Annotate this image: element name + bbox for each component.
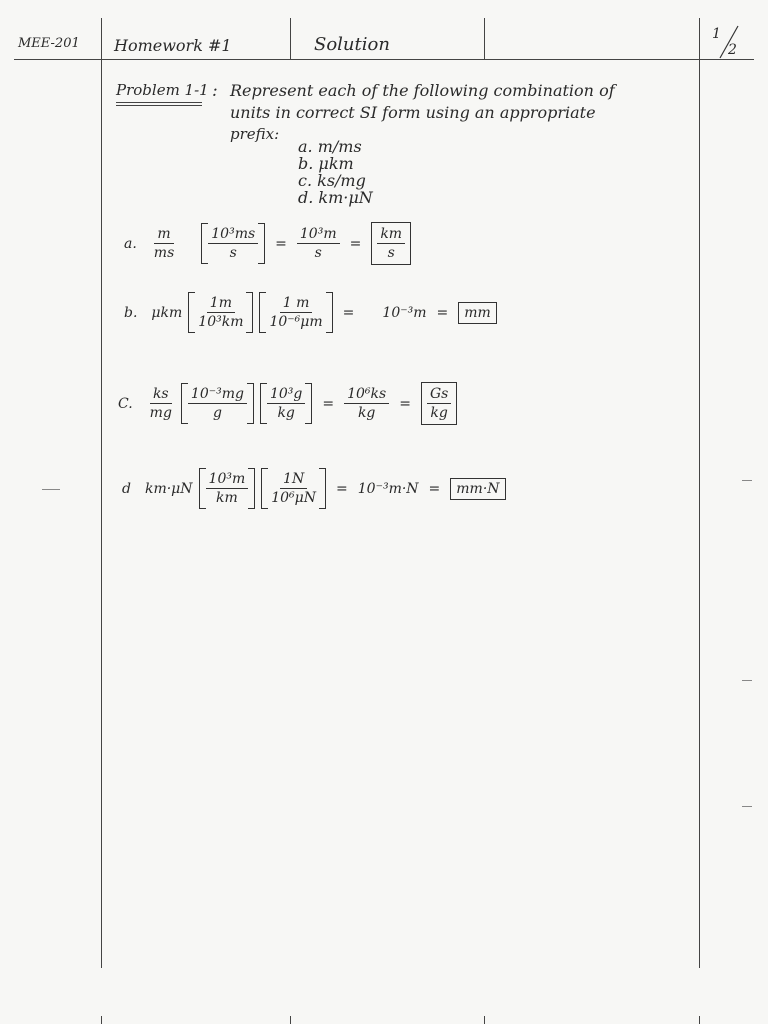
solution-label: Solution bbox=[314, 34, 390, 55]
margin-tick bbox=[742, 680, 752, 681]
solution-a-intermediate: $\frac{\text{10³m}}{s}$ bbox=[297, 225, 340, 262]
solution-c-bracket-2: $\frac{\text{10³g}}{kg}$ bbox=[260, 383, 312, 424]
solution-d-lhs: km·μN bbox=[144, 480, 193, 497]
page-total: 2 bbox=[728, 42, 737, 58]
solution-d-bracket-2: $\frac{1N}{\text{10⁶μN}}$ bbox=[261, 468, 326, 509]
solution-a-answer: $\frac{km}{s}$ bbox=[371, 222, 411, 265]
solution-b: b. μkm $\frac{1m}{\text{10³km}}$ $\frac{1 m}{\text{10⁻⁶μm}}$ = 10⁻³m = mm bbox=[124, 292, 497, 333]
solution-a-fraction: $\frac{m}{ms}$ bbox=[153, 226, 175, 261]
left-margin-line bbox=[101, 18, 102, 968]
solution-c-label: C. bbox=[118, 395, 133, 412]
solution-c-intermediate: $\frac{\text{10⁶ks}}{kg}$ bbox=[344, 385, 389, 422]
margin-tick bbox=[42, 489, 60, 490]
solution-c: C. $\frac{ks}{mg}$ $\frac{\text{10⁻³mg}}{g}$ $\frac{\text{10³g}}{kg}$ = $\frac{\text{10⁶ks}}{kg}$ = $\frac{Gs}{kg}$ bbox=[118, 382, 457, 425]
page-number: 1 bbox=[712, 26, 721, 42]
solution-c-lhs: $\frac{ks}{mg}$ bbox=[149, 386, 172, 421]
bottom-tick bbox=[101, 1016, 102, 1024]
problem-title-underline bbox=[116, 102, 202, 103]
solution-b-lhs: μkm bbox=[151, 304, 183, 321]
solution-d-answer: mm·N bbox=[450, 478, 505, 500]
bottom-tick bbox=[290, 1016, 291, 1024]
solution-d-intermediate: 10⁻³m·N bbox=[357, 480, 419, 497]
problem-item-d: d. km·μN bbox=[298, 188, 373, 207]
problem-colon: : bbox=[212, 81, 218, 101]
solution-d: d km·μN $\frac{\text{10³m}}{km}$ $\frac{1N}{\text{10⁶μN}}$ = 10⁻³m·N = mm·N bbox=[122, 468, 506, 509]
solution-d-bracket-1: $\frac{\text{10³m}}{km}$ bbox=[199, 468, 256, 509]
problem-item-c: c. ks/mg bbox=[298, 171, 366, 190]
solution-b-bracket-2: $\frac{1 m}{\text{10⁻⁶μm}}$ bbox=[259, 292, 332, 333]
course-code: MEE-201 bbox=[18, 36, 80, 51]
solution-c-bracket-1: $\frac{\text{10⁻³mg}}{g}$ bbox=[181, 383, 254, 424]
bottom-tick bbox=[699, 1016, 700, 1024]
header-rule bbox=[14, 59, 754, 60]
solution-b-intermediate: 10⁻³m bbox=[382, 304, 427, 321]
problem-statement-line3: prefix: bbox=[230, 125, 280, 143]
solution-b-bracket-1: $\frac{1m}{\text{10³km}}$ bbox=[188, 292, 253, 333]
homework-label: Homework #1 bbox=[114, 36, 232, 55]
problem-title-underline bbox=[116, 105, 202, 106]
solution-a-label: a. bbox=[124, 235, 137, 252]
margin-tick bbox=[742, 806, 752, 807]
header-divider-2 bbox=[484, 18, 485, 59]
right-margin-line bbox=[699, 18, 700, 968]
solution-a: a. $\frac{m}{ms}$ $\frac{\text{10³ms}}{s}$ = $\frac{\text{10³m}}{s}$ = $\frac{km}{s}$ bbox=[124, 222, 411, 265]
problem-title: Problem 1-1 bbox=[116, 81, 209, 99]
margin-tick bbox=[742, 480, 752, 481]
problem-item-b: b. μkm bbox=[298, 154, 354, 173]
page-fraction-slash bbox=[712, 22, 742, 62]
solution-a-bracket: $\frac{\text{10³ms}}{s}$ bbox=[201, 223, 265, 264]
problem-statement-line1: Represent each of the following combination of bbox=[230, 81, 615, 100]
bottom-tick bbox=[484, 1016, 485, 1024]
problem-statement-line2: units in correct SI form using an appropriate bbox=[230, 103, 596, 122]
problem-item-a: a. m/ms bbox=[298, 137, 362, 156]
solution-b-answer: mm bbox=[458, 302, 497, 324]
solution-b-label: b. bbox=[124, 304, 138, 321]
solution-d-label: d bbox=[122, 480, 131, 497]
header-divider-1 bbox=[290, 18, 291, 59]
solution-c-answer: $\frac{Gs}{kg}$ bbox=[421, 382, 457, 425]
